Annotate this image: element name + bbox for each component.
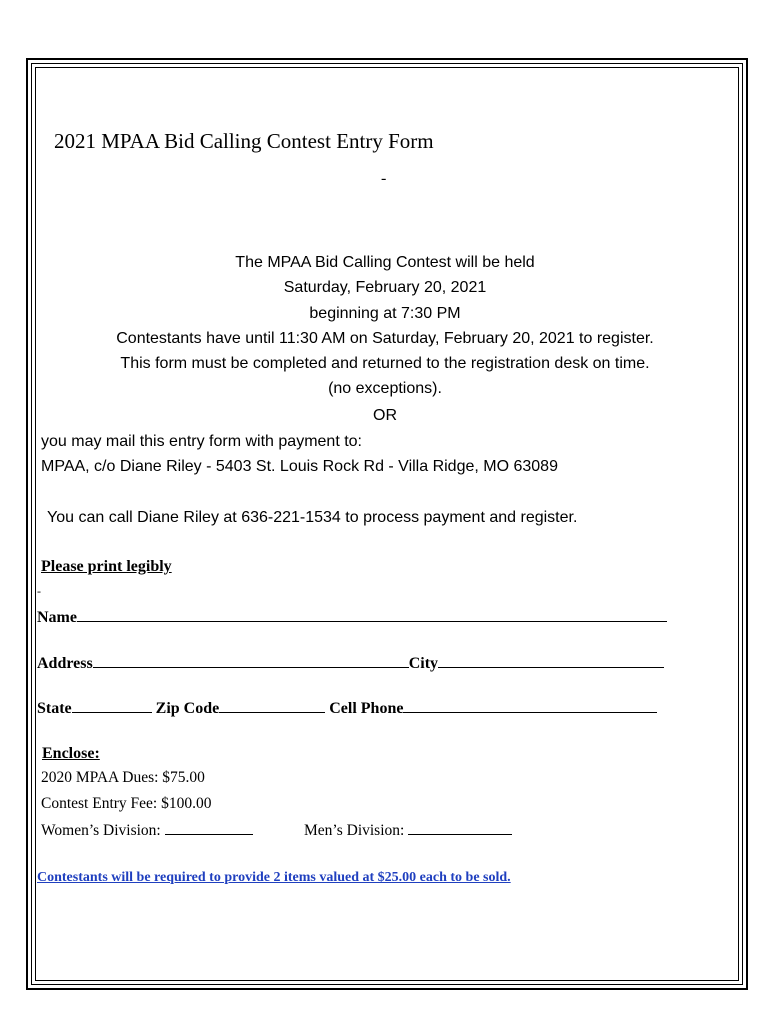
intro-line-return: This form must be completed and returned to the registration desk on time. bbox=[120, 355, 650, 372]
mens-division-blank[interactable] bbox=[408, 820, 512, 835]
intro-line-deadline: Contestants have until 11:30 AM on Saturday, February 20, 2021 to register. bbox=[116, 330, 654, 347]
womens-division-label: Women’s Division: bbox=[41, 822, 161, 839]
mailing-address: MPAA, c/o Diane Riley - 5403 St. Louis Rock Rd - Villa Ridge, MO 63089 bbox=[41, 458, 558, 475]
address-label: Address bbox=[37, 655, 93, 672]
zip-label: Zip Code bbox=[155, 700, 220, 717]
entry-fee-line: Contest Entry Fee: $100.00 bbox=[41, 795, 212, 812]
womens-division-blank[interactable] bbox=[165, 820, 253, 835]
call-line: You can call Diane Riley at 636-221-1534 to process payment and register. bbox=[47, 509, 578, 526]
dues-line: 2020 MPAA Dues: $75.00 bbox=[41, 769, 205, 786]
intro-line-time: beginning at 7:30 PM bbox=[309, 305, 461, 322]
cell-phone-label: Cell Phone bbox=[329, 700, 404, 717]
womens-division-field[interactable] bbox=[41, 820, 253, 840]
title-dash: - bbox=[381, 170, 387, 187]
state-blank[interactable] bbox=[72, 698, 152, 713]
mens-division-field[interactable] bbox=[304, 820, 512, 840]
small-dash: - bbox=[37, 584, 41, 598]
print-legibly-heading: Please print legibly bbox=[41, 558, 172, 575]
address-blank[interactable] bbox=[93, 653, 409, 668]
name-field[interactable] bbox=[37, 607, 667, 627]
intro-line-held: The MPAA Bid Calling Contest will be held bbox=[235, 254, 535, 271]
mens-division-label: Men’s Division: bbox=[304, 822, 405, 839]
enclose-heading: Enclose: bbox=[42, 745, 100, 762]
items-requirement-note[interactable]: Contestants will be required to provide 2 items valued at $25.00 each to be sold. bbox=[37, 870, 511, 885]
name-blank[interactable] bbox=[77, 607, 667, 622]
city-label: City bbox=[408, 655, 439, 672]
intro-line-exceptions: (no exceptions). bbox=[328, 380, 442, 397]
form-title: 2021 MPAA Bid Calling Contest Entry Form bbox=[54, 129, 434, 153]
city-blank[interactable] bbox=[438, 653, 664, 668]
zip-blank[interactable] bbox=[219, 698, 325, 713]
name-label: Name bbox=[37, 609, 77, 626]
state-label: State bbox=[37, 700, 72, 717]
intro-line-or: OR bbox=[373, 407, 397, 424]
cell-phone-blank[interactable] bbox=[403, 698, 657, 713]
state-zip-phone-field[interactable] bbox=[37, 698, 657, 718]
mail-line: you may mail this entry form with payment to: bbox=[41, 433, 362, 450]
address-city-field[interactable] bbox=[37, 653, 664, 673]
intro-line-date: Saturday, February 20, 2021 bbox=[283, 279, 487, 296]
